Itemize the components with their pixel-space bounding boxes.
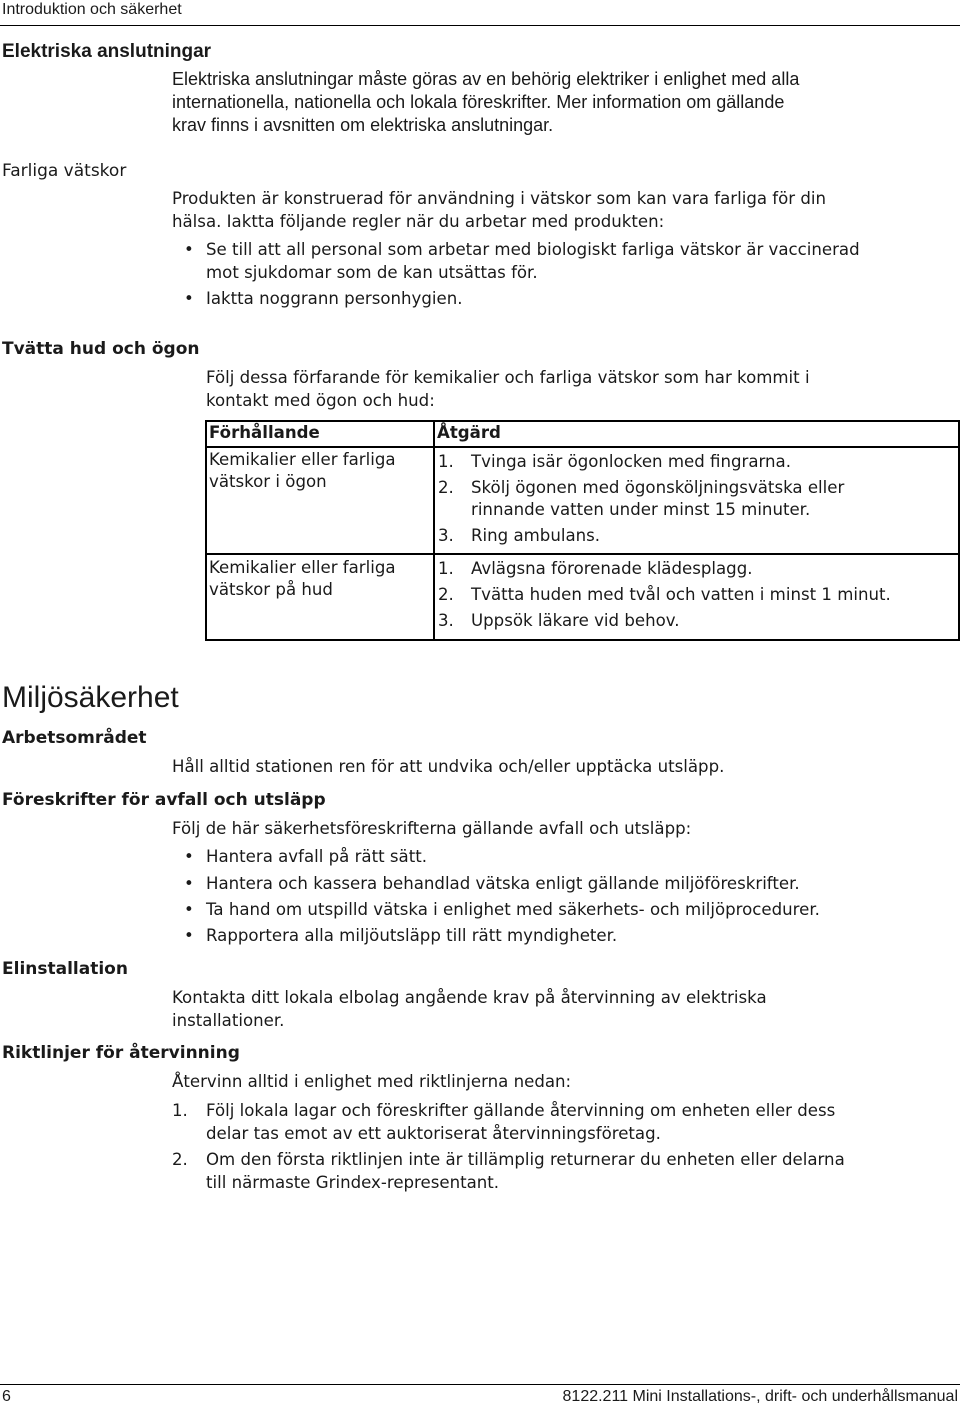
hazard-bullet-2: • Iaktta noggrann personhygien. bbox=[206, 287, 463, 310]
condition-cell: Kemikalier eller farliga vätskor i ögon bbox=[206, 447, 434, 554]
condition-cell: Kemikalier eller farliga vätskor på hud bbox=[206, 554, 434, 640]
section-title: Miljösäkerhet bbox=[2, 681, 179, 714]
installation-text: Kontakta ditt lokala elbolag angående krav på återvinning av elektriska installationer. bbox=[172, 988, 767, 1030]
running-header: Introduktion och säkerhet bbox=[2, 1, 182, 18]
recycling-heading: Riktlinjer för återvinning bbox=[2, 1043, 240, 1063]
electrical-text: Elektriska anslutningar måste göras av en behörig elektriker i enlighet med alla internationella, nationella och lokala föreskrifter. Mer information om gällande krav finns i avsnitten om elektriska anslutningar. bbox=[172, 69, 800, 135]
action-cell bbox=[434, 447, 959, 554]
waste-intro: Följ de här säkerhetsföreskrifterna gällande avfall och utsläpp: bbox=[172, 819, 692, 838]
wash-heading: Tvätta hud och ögon bbox=[2, 339, 200, 359]
action-step: 2. Skölj ögonen med ögonsköljningsvätska eller rinnande vatten under minst 15 minuter. bbox=[438, 478, 845, 519]
table-header-row bbox=[206, 421, 959, 447]
table-row bbox=[206, 447, 959, 554]
recycling-item: 1. Följ lokala lagar och föreskrifter gällande återvinning om enheten eller dess delar tas emot av ett auktoriserat återvinningsföretag. bbox=[172, 1101, 836, 1143]
electrical-heading: Elektriska anslutningar bbox=[2, 41, 212, 62]
waste-bullet: • Hantera och kassera behandlad vätska enligt gällande miljöföreskrifter. bbox=[206, 872, 800, 895]
column-header-condition: Förhållande bbox=[206, 421, 434, 447]
action-step: 3. Ring ambulans. bbox=[438, 526, 601, 545]
action-step: 1. Avlägsna förorenade klädesplagg. bbox=[438, 559, 753, 578]
waste-bullet: • Rapportera alla miljöutsläpp till rätt myndigheter. bbox=[206, 924, 617, 947]
table-row bbox=[206, 554, 959, 640]
waste-bullet: • Hantera avfall på rätt sätt. bbox=[206, 845, 427, 868]
waste-heading: Föreskrifter för avfall och utsläpp bbox=[2, 790, 326, 810]
action-step: 2. Tvätta huden med tvål och vatten i minst 1 minut. bbox=[438, 585, 891, 604]
page-number: 6 bbox=[2, 1388, 11, 1405]
action-step: 3. Uppsök läkare vid behov. bbox=[438, 611, 680, 630]
hazard-fluids-text: Produkten är konstruerad för användning i vätskor som kan vara farliga för din hälsa. Iaktta följande regler när du arbetar med produkten: bbox=[172, 189, 827, 231]
action-step: 1. Tvinga isär ögonlocken med fingrarna. bbox=[438, 452, 792, 471]
first-aid-table bbox=[205, 420, 960, 641]
wash-intro: Följ dessa förfarande för kemikalier och farliga vätskor som har kommit i kontakt med ögon och hud: bbox=[206, 368, 810, 410]
action-cell bbox=[434, 554, 959, 640]
header-divider bbox=[0, 25, 960, 26]
recycling-intro: Återvinn alltid i enlighet med riktlinjerna nedan: bbox=[172, 1072, 572, 1091]
waste-bullet: • Ta hand om utspilld vätska i enlighet med säkerhets- och miljöprocedurer. bbox=[206, 898, 820, 921]
recycling-item: 2. Om den första riktlinjen inte är tillämplig returnerar du enheten eller delarna till närmaste Grindex-representant. bbox=[172, 1150, 845, 1192]
column-header-action: Åtgärd bbox=[434, 421, 959, 447]
installation-heading: Elinstallation bbox=[2, 959, 128, 979]
hazard-fluids-heading: Farliga vätskor bbox=[2, 161, 127, 181]
manual-title: 8122.211 Mini Installations-, drift- och underhållsmanual bbox=[562, 1388, 958, 1405]
hazard-bullet-1: • Se till att all personal som arbetar med biologiskt farliga vätskor är vaccinerad mot sjukdomar som de kan utsättas för. bbox=[206, 238, 860, 284]
work-area-text: Håll alltid stationen ren för att undvika och/eller upptäcka utsläpp. bbox=[172, 757, 725, 776]
footer-divider bbox=[0, 1384, 960, 1385]
work-area-heading: Arbetsområdet bbox=[2, 728, 147, 748]
